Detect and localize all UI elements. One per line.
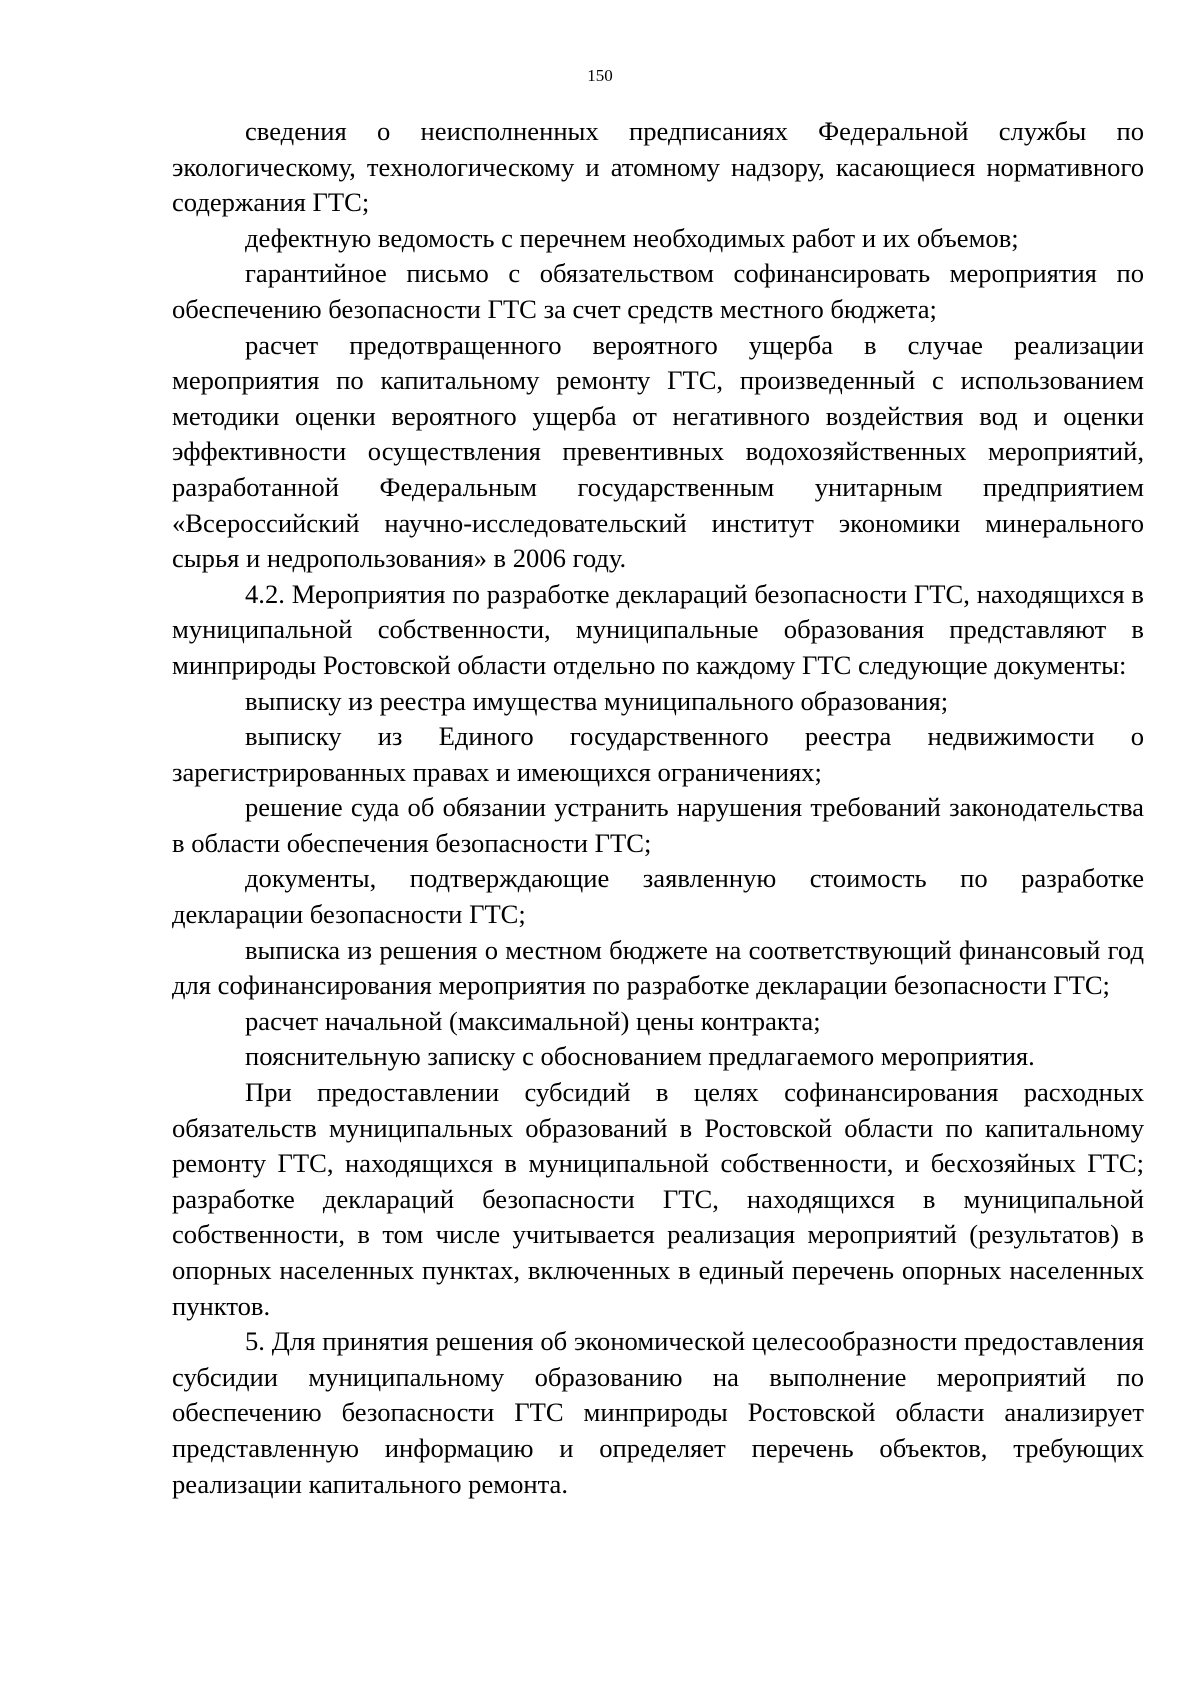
paragraph: 4.2. Мероприятия по разработке деклараций безопасности ГТС, находящихся в муниципальной собственности, муниципальные образования представляют в минприроды Ростовской области отдельно по каждому ГТС следующие документы: (172, 578, 1144, 680)
paragraph: выписку из Единого государственного реестра недвижимости о зарегистрированных правах и имеющихся ограничениях; (172, 721, 1144, 787)
paragraph: выписку из реестра имущества муниципального образования; (245, 685, 949, 716)
paragraph: расчет начальной (максимальной) цены контракта; (245, 1005, 821, 1036)
page-number: 150 (587, 66, 613, 85)
document-body (172, 114, 1144, 1502)
paragraph: гарантийное письмо с обязательством софинансировать мероприятия по обеспечению безопасности ГТС за счет средств местного бюджета; (172, 258, 1144, 324)
paragraph: выписка из решения о местном бюджете на соответствующий финансовый год для софинансирования мероприятия по разработке декларации безопасности ГТС; (172, 934, 1144, 1001)
paragraph: 5. Для принятия решения об экономической целесообразности предоставления субсидии муниципальному образованию на выполнение мероприятий по обеспечению безопасности ГТС минприроды Ростовской области анализирует представленную информацию и определяет перечень объектов, требующих реализации капитального ремонта. (172, 1326, 1144, 1499)
paragraph: расчет предотвращенного вероятного ущерба в случае реализации мероприятия по капитальному ремонту ГТС, произведенный с использованием методики оценки вероятного ущерба от негативного воздействия вод и оценки эффективности осуществления превентивных водохозяйственных мероприятий, разработанной Федеральным государственным унитарным предприятием «Всероссийский научно-исследовательский институт экономики минерального сырья и недропользования» в 2006 году. (172, 329, 1144, 574)
paragraph: документы, подтверждающие заявленную стоимость по разработке декларации безопасности ГТС; (172, 863, 1144, 930)
paragraph: сведения о неисполненных предписаниях Федеральной службы по экологическому, технологическому и атомному надзору, касающиеся нормативного содержания ГТС; (172, 116, 1144, 218)
paragraph: пояснительную записку с обоснованием предлагаемого мероприятия. (245, 1041, 1035, 1072)
paragraph: решение суда об обязании устранить нарушения требований законодательства в области обеспечения безопасности ГТС; (172, 792, 1144, 858)
paragraph: При предоставлении субсидий в целях софинансирования расходных обязательств муниципальных образований в Ростовской области по капитальному ремонту ГТС, находящихся в муниципальной собственности, и бесхозяйных ГТС; разработке деклараций безопасности ГТС, находящихся в муниципальной собственности, в том числе учитывается реализация мероприятий (результатов) в опорных населенных пунктах, включенных в единый перечень опорных населенных пунктов. (172, 1077, 1144, 1321)
paragraph: дефектную ведомость с перечнем необходимых работ и их объемов; (245, 222, 1019, 253)
